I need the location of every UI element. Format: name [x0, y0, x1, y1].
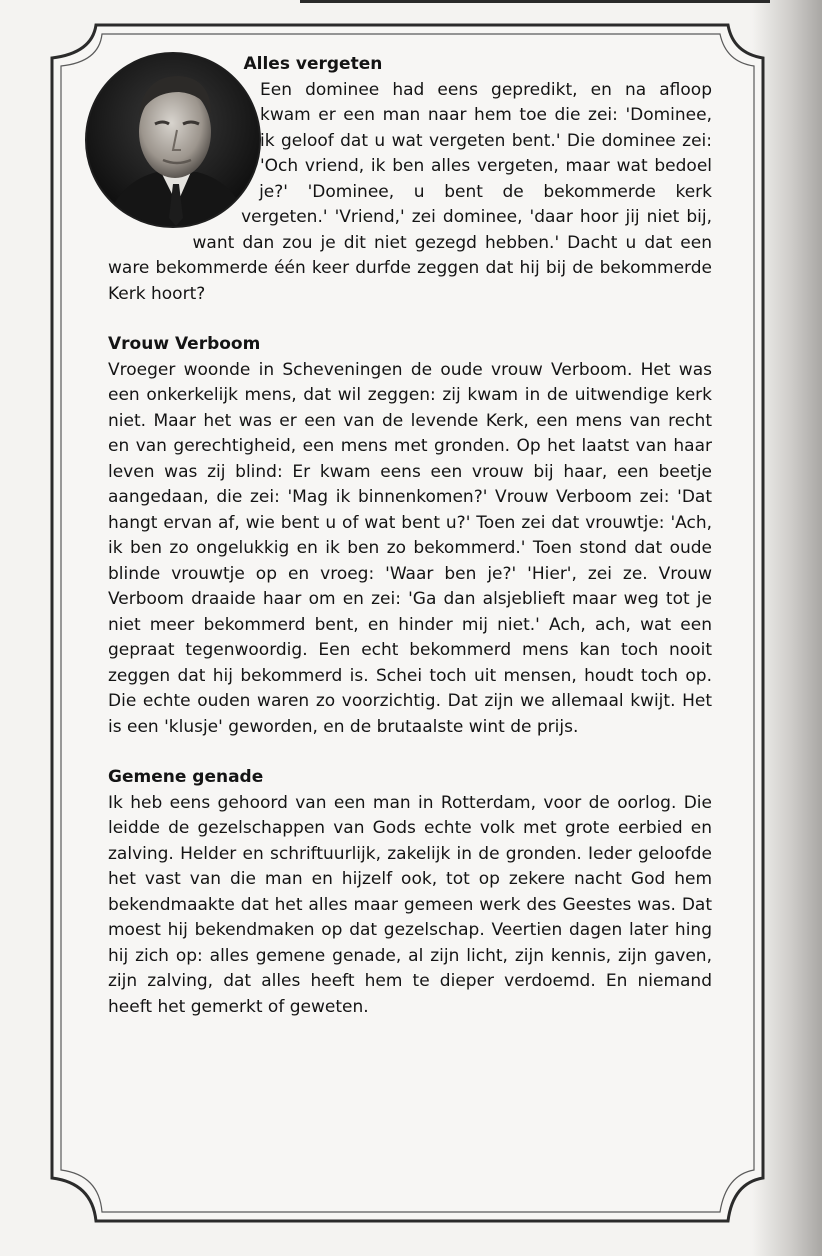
section-body: Een dominee had eens gepredikt, en na afloop kwam er een man naar hem toe die zei: 'Dominee, ik geloof dat u wat vergeten bent.' Die dominee zei: 'Och vriend, ik ben alles vergeten, maar wat bedoel je?' 'Dominee, u bent de bekommerde kerk vergeten.' 'Vriend,' zei dominee, 'daar hoor jij niet bij, want dan zou je dit niet gezegd hebben.' Dacht u dat een ware bekommerde één keer durfde zeggen dat hij bij de bekommerde Kerk hoort? — [108, 79, 712, 304]
article-text — [108, 52, 712, 1020]
section-heading: Gemene genade — [108, 767, 264, 787]
section-heading: Vrouw Verboom — [108, 334, 261, 354]
section-heading: Alles vergeten — [243, 54, 383, 74]
portrait-wrap-space — [108, 52, 260, 235]
section-gemene-genade — [108, 765, 712, 1020]
section-vrouw-verboom — [108, 332, 712, 740]
section-body: Vroeger woonde in Scheveningen de oude vrouw Verboom. Het was een onkerkelijk mens, dat wil zeggen: zij kwam in de uitwendige kerk niet. Maar het was er een van de levende Kerk, een mens van recht en van gerechtigheid, een mens met gronden. Op het laatst van haar leven was zij blind: Er kwam eens een vrouw bij haar, een beetje aangedaan, die zei: 'Mag ik binnenkomen?' Vrouw Verboom zei: 'Dat hangt ervan af, wie bent u of wat bent u?' Toen zei dat vrouwtje: 'Ach, ik ben zo ongelukkig en ik ben zo bekommerd.' Toen stond dat oude blinde vrouwtje op en vroeg: 'Waar ben je?' 'Hier', zei ze. Vrouw Verboom draaide haar om en zei: 'Ga dan alsjeblieft maar weg tot je niet meer bekommerd bent, en hinder mij niet.' Ach, ach, wat een gepraat tegenwoordig. Een echt bekommerd mens kan toch nooit zeggen dat hij bekommerd is. Schei toch uit mensen, houdt toch op. Die echte ouden waren zo voorzichtig. Dat zijn we allemaal kwijt. Het is een 'klusje' geworden, en de brutaalste wint de prijs. — [108, 359, 712, 737]
section-body: Ik heb eens gehoord van een man in Rotterdam, voor de oorlog. Die leidde de gezelschappen van Gods echte volk met grote eerbied en zalving. Helder en schriftuurlijk, zakelijk in de gronden. Ieder geloofde het vast van die man en hijzelf ook, tot op zekere nacht God hem bekendmaakte dat het alles maar gemeen werk des Geestes was. Dat moest hij bekendmaken op dat gezelschap. Veertien dagen later hing hij zich op: alles gemene genade, al zijn licht, zijn kennis, zijn gaven, zijn zalving, dat alles heeft hem te dieper verdoemd. En niemand heeft het gemerkt of geweten. — [108, 792, 712, 1017]
